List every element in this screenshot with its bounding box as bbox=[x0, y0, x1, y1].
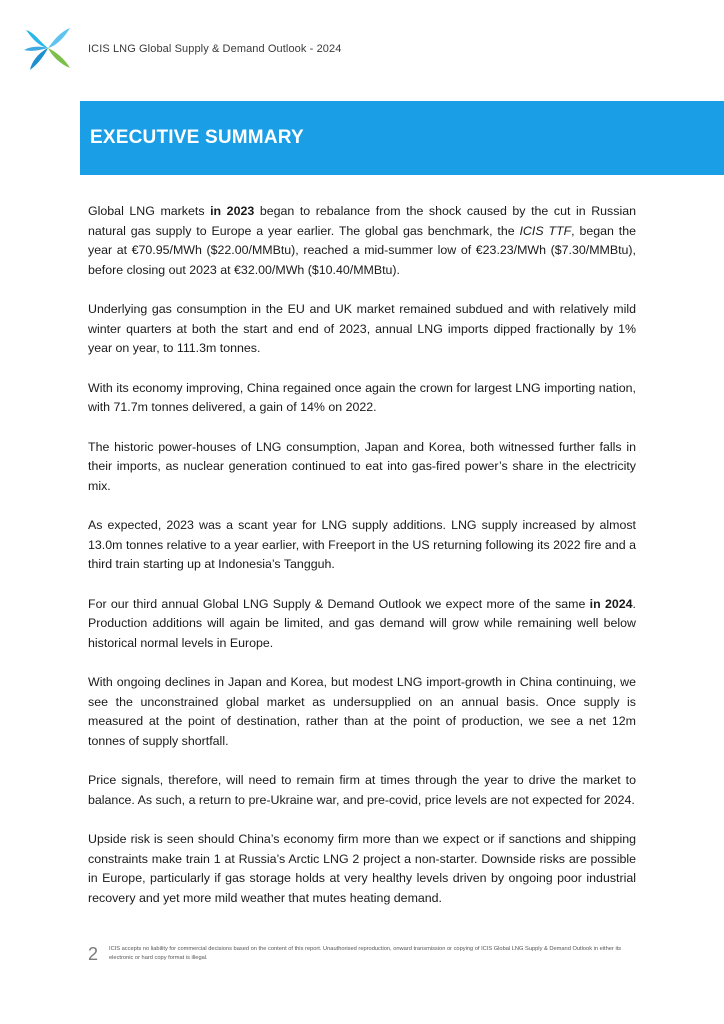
footer-disclaimer: ICIS accepts no liability for commercial decisions based on the content of this report. Unauthorised reproduction, onward transmission or copying of ICIS Global LNG Supply & Demand Outlook in either its electronic or hard copy format is illegal. bbox=[109, 946, 622, 961]
section-banner bbox=[80, 101, 724, 175]
paragraph-3: With its economy improving, China regained once again the crown for largest LNG importing nation, with 71.7m tonnes delivered, a gain of 14% on 2022. bbox=[88, 380, 636, 414]
paragraph-8: Price signals, therefore, will need to remain firm at times through the year to drive the market to balance. As such, a return to pre-Ukraine war, and pre-covid, price levels are not expected for 2024. bbox=[88, 773, 636, 807]
paragraph-9: Upside risk is seen should China’s economy firm more than we expect or if sanctions and shipping constraints make train 1 at Russia’s Arctic LNG 2 project a non-starter. Downside risks are possible in Europe, particularly if gas storage holds at very healthy levels driven by ongoing poor industrial recovery and yet more mild weather that mutes heating demand. bbox=[88, 832, 636, 905]
paragraph-1: Global LNG markets in 2023 began to rebalance from the shock caused by the cut in Russian natural gas supply to Europe a year earlier. The global gas benchmark, the ICIS TTF, began the year at €70.95/MWh ($22.00/MMBtu), reached a mid-summer low of €23.23/MWh ($7.30/MMBtu), before closing out 2023 at €32.00/MWh ($10.40/MMBtu). bbox=[88, 204, 636, 277]
header-title: ICIS LNG Global Supply & Demand Outlook - 2024 bbox=[88, 43, 342, 55]
paragraph-5: As expected, 2023 was a scant year for LNG supply additions. LNG supply increased by almost 13.0m tonnes relative to a year earlier, with Freeport in the US returning following its 2022 fire and a third train starting up at Indonesia’s Tangguh. bbox=[88, 518, 636, 571]
summary-body bbox=[88, 202, 636, 928]
paragraph-2: Underlying gas consumption in the EU and UK market remained subdued and with relatively mild winter quarters at both the start and end of 2023, annual LNG imports dipped fractionally by 1% year on year, to 111.3m tonnes. bbox=[88, 302, 636, 355]
paragraph-7: With ongoing declines in Japan and Korea, but modest LNG import-growth in China continuing, we see the unconstrained global market as undersupplied on an annual basis. Once supply is measured at the point of destination, rather than at the point of production, we see a net 12m tonnes of supply shortfall. bbox=[88, 675, 636, 748]
paragraph-6: For our third annual Global LNG Supply & Demand Outlook we expect more of the same in 2024. Production additions will again be limited, and gas demand will grow while remaining well below historical normal levels in Europe. bbox=[88, 596, 636, 650]
section-title: EXECUTIVE SUMMARY bbox=[90, 127, 304, 148]
icis-logo-icon bbox=[24, 24, 72, 72]
paragraph-4: The historic power-houses of LNG consumption, Japan and Korea, both witnessed further falls in their imports, as nuclear generation continued to eat into gas-fired power’s share in the electricity mix. bbox=[88, 439, 636, 493]
page-number: 2 bbox=[88, 944, 99, 964]
